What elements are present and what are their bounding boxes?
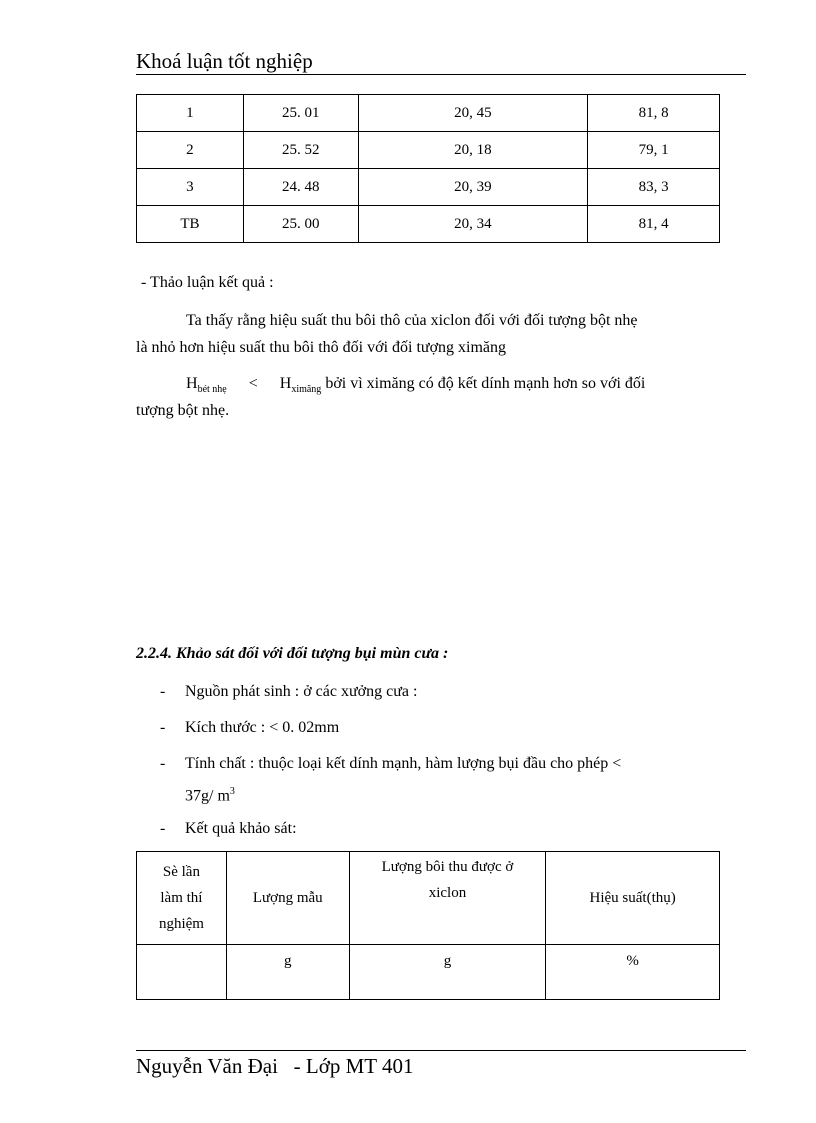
table-cell: 25. 00: [243, 206, 358, 243]
table-cell: 25. 52: [243, 132, 358, 169]
table-cell: 3: [137, 169, 244, 206]
table-cell: 83, 3: [588, 169, 720, 206]
table-row: [137, 132, 720, 169]
bullet-dash: -: [160, 683, 166, 700]
bullet-dash: -: [160, 820, 166, 837]
bullet-dash: -: [160, 719, 166, 736]
table-row: [137, 945, 720, 1000]
h-symbol: H: [279, 375, 292, 392]
bullet-text: 37g/ m: [185, 787, 230, 805]
bullet-text: Tính chất : thuộc loại kết dính mạnh, hàm lượng bụi đầu cho phép <: [185, 755, 622, 772]
bullet-text: Kích thước : < 0. 02mm: [185, 719, 340, 736]
table-cell: 81, 8: [588, 95, 720, 132]
table-cell: 1: [137, 95, 244, 132]
table-cell: TB: [137, 206, 244, 243]
table-header-cell: Lượng bôi thu được ở xiclon: [349, 852, 546, 945]
footer-text: Nguyễn Văn Đại - Lớp MT 401: [136, 1054, 414, 1078]
table-cell: g: [226, 945, 349, 1000]
table-cell: 20, 34: [358, 206, 588, 243]
table-cell: 24. 48: [243, 169, 358, 206]
table-row: [137, 206, 720, 243]
table-cell: g: [349, 945, 546, 1000]
paragraph-line: Ta thấy rằng hiệu suất thu bôi thô của xiclon đối với đối tượng bột nhẹ: [186, 312, 638, 329]
table-header-cell: Sè lần làm thí nghiệm: [137, 852, 227, 945]
table-cell: %: [546, 945, 720, 1000]
table-cell: 79, 1: [588, 132, 720, 169]
table-row: [137, 169, 720, 206]
table-cell: 25. 01: [243, 95, 358, 132]
results-table-1: [136, 94, 720, 243]
table-cell: 20, 45: [358, 95, 588, 132]
formula-line: [186, 371, 645, 403]
table-row: [137, 95, 720, 132]
header-title: Khoá luận tốt nghiệp: [136, 49, 313, 73]
subscript: bét nhẹ: [197, 384, 227, 396]
h-symbol: H: [186, 375, 198, 392]
bullet-dash: -: [160, 755, 166, 772]
discussion-heading: - Thảo luận kết quả :: [141, 274, 274, 291]
table-cell: [137, 945, 227, 1000]
survey-table: [136, 851, 720, 1000]
superscript: 3: [229, 786, 235, 797]
page-footer: [136, 1050, 746, 1079]
subscript: ximăng: [291, 384, 322, 396]
table-header-cell: Hiệu suất(thụ): [546, 852, 720, 945]
paragraph-line: là nhỏ hơn hiệu suất thu bôi thô đối với đối tượng ximăng: [136, 339, 507, 356]
less-than: <: [248, 375, 258, 392]
table-header-row: [137, 852, 720, 945]
paragraph-line: tượng bột nhẹ.: [136, 402, 230, 419]
page-header: [136, 48, 746, 75]
table-cell: 20, 18: [358, 132, 588, 169]
table-cell: 20, 39: [358, 169, 588, 206]
paragraph-text: bởi vì ximăng có độ kết dính mạnh hơn so với đối: [325, 375, 646, 392]
table-cell: 81, 4: [588, 206, 720, 243]
table-header-cell: Lượng mẫu: [226, 852, 349, 945]
bullet-text: Nguồn phát sinh : ở các xưởng cưa :: [185, 683, 418, 700]
bullet-text: Kết quả khảo sát:: [185, 820, 297, 837]
table-cell: 2: [137, 132, 244, 169]
section-heading: 2.2.4. Khảo sát đối với đối tượng bụi mùn cưa :: [136, 645, 449, 662]
